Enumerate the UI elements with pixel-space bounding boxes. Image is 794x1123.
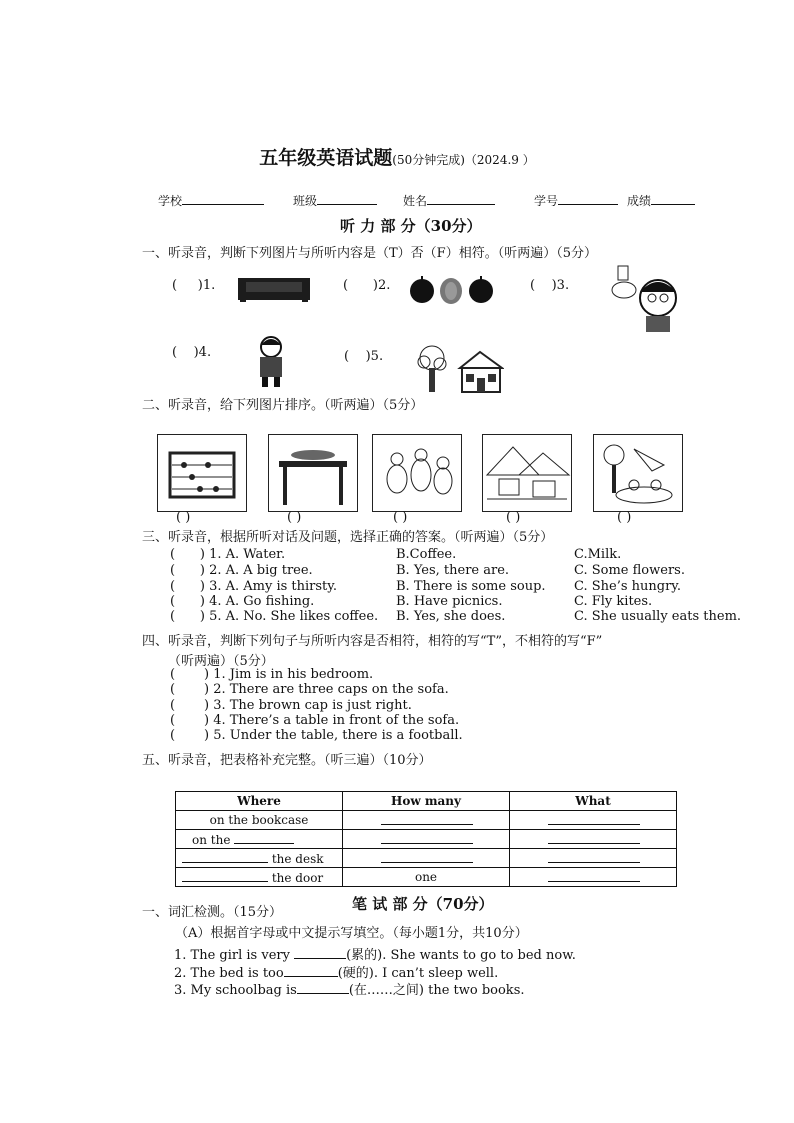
info-number: 学号: [534, 192, 618, 209]
vocab-subheading: （A）根据首字母或中文提示写填空。（每小题1分，共10分）: [175, 926, 528, 941]
part3-row-2: ( ) 2. A. A big tree.: [170, 563, 313, 578]
page-title: [0, 143, 794, 170]
part2-answer-1: ( ): [176, 510, 191, 525]
part3-row-1-c: C.Milk.: [574, 547, 622, 562]
part3-row-5-b: B. Yes, she does.: [396, 609, 506, 624]
cell-how-many: [343, 830, 510, 849]
info-name: 姓名: [403, 192, 495, 209]
cell-where: on the: [176, 830, 343, 849]
table-row: [176, 868, 677, 887]
cell-what: [510, 849, 677, 868]
cell-where: the desk: [176, 849, 343, 868]
part4-heading: 四、听录音，判断下列句子与所听内容是否相符，相符的写“T”，不相符的写“F”: [142, 634, 603, 649]
table-row: [176, 830, 677, 849]
cell-how-many: one: [343, 868, 510, 887]
col-where: Where: [176, 792, 343, 811]
listening-header: 听 力 部 分（30分）: [340, 217, 482, 235]
part3-heading: 三、听录音，根据所听对话及问题，选择正确的答案。（听两遍）（5分）: [142, 530, 554, 545]
thirsty-boy-picture: [608, 264, 688, 338]
abacus-picture: [157, 434, 247, 512]
col-what: What: [510, 792, 677, 811]
vocab-item-2: 2. The bed is too (硬的). I can’t sleep well.: [174, 966, 499, 981]
part1-item-1: ( )1.: [172, 278, 216, 293]
girl-picture: [254, 335, 288, 393]
fill-table: [175, 791, 677, 887]
part2-answer-4: ( ): [506, 510, 521, 525]
part2-answer-3: ( ): [393, 510, 408, 525]
part3-row-5-c: C. She usually eats them.: [574, 609, 742, 624]
part1-item-2: ( )2.: [343, 278, 391, 293]
part3-row-2-c: C. Some flowers.: [574, 563, 685, 578]
vocab-heading: 一、词汇检测。（15分）: [142, 905, 283, 920]
part2-answer-2: ( ): [287, 510, 302, 525]
info-class: 班级: [293, 192, 377, 209]
info-score: 成绩: [627, 192, 695, 209]
part3-row-4-b: B. Have picnics.: [396, 594, 503, 609]
part4-row-3: ( ) 3. The brown cap is just right.: [170, 698, 412, 713]
part1-heading: 一、听录音，判断下列图片与所听内容是（T）否（F）相符。（听两遍）（5分）: [142, 246, 597, 261]
part3-row-3: ( ) 3. A. Amy is thirsty.: [170, 579, 338, 594]
part2-answer-5: ( ): [617, 510, 632, 525]
part3-row-5: ( ) 5. A. No. She likes coffee.: [170, 609, 379, 624]
part3-row-4-c: C. Fly kites.: [574, 594, 653, 609]
part4-row-5: ( ) 5. Under the table, there is a football.: [170, 728, 463, 743]
cell-what: [510, 811, 677, 830]
part4-row-1: ( ) 1. Jim is in his bedroom.: [170, 667, 374, 682]
part3-row-4: ( ) 4. A. Go fishing.: [170, 594, 315, 609]
part3-row-1-b: B.Coffee.: [396, 547, 457, 562]
table-row: [176, 811, 677, 830]
part5-heading: 五、听录音，把表格补充完整。（听三遍）（10分）: [142, 753, 432, 768]
part4-heading-2: （听两遍）（5分）: [168, 654, 274, 669]
part3-row-1: ( ) 1. A. Water.: [170, 547, 286, 562]
fruit-picture: [409, 276, 495, 308]
cell-where: on the bookcase: [176, 811, 343, 830]
part4-row-4: ( ) 4. There’s a table in front of the sofa.: [170, 713, 460, 728]
part4-row-2: ( ) 2. There are three caps on the sofa.: [170, 682, 449, 697]
part3-row-3-c: C. She’s hungry.: [574, 579, 682, 594]
cell-how-many: [343, 811, 510, 830]
vocab-item-1: 1. The girl is very (累的). She wants to go to bed now.: [174, 948, 576, 963]
tree-house-picture: [412, 342, 504, 398]
table-row: [176, 849, 677, 868]
part2-heading: 二、听录音，给下列图片排序。（听两遍）（5分）: [142, 398, 424, 413]
part3-row-3-b: B. There is some soup.: [396, 579, 546, 594]
cell-how-many: [343, 849, 510, 868]
sofa-picture: [238, 276, 310, 306]
part1-item-3: ( )3.: [530, 278, 570, 293]
mountain-village-picture: [482, 434, 572, 512]
col-how-many: How many: [343, 792, 510, 811]
vocab-item-3: 3. My schoolbag is (在……之间) the two books.: [174, 983, 525, 998]
title-note: (50分钟完成)（2024.9 ）: [392, 153, 535, 167]
part1-item-5: ( )5.: [344, 349, 384, 364]
part1-item-4: ( )4.: [172, 345, 212, 360]
part3-row-2-b: B. Yes, there are.: [396, 563, 510, 578]
title-text: 五年级英语试题: [259, 147, 393, 169]
cell-where: the door: [176, 868, 343, 887]
cell-what: [510, 830, 677, 849]
cell-what: [510, 868, 677, 887]
animals-picture: [372, 434, 462, 512]
table-header-row: [176, 792, 677, 811]
written-header: 笔 试 部 分（70分）: [352, 895, 494, 913]
info-school: 学校: [158, 192, 264, 209]
picnic-picture: [593, 434, 683, 512]
table-picture: [268, 434, 358, 512]
